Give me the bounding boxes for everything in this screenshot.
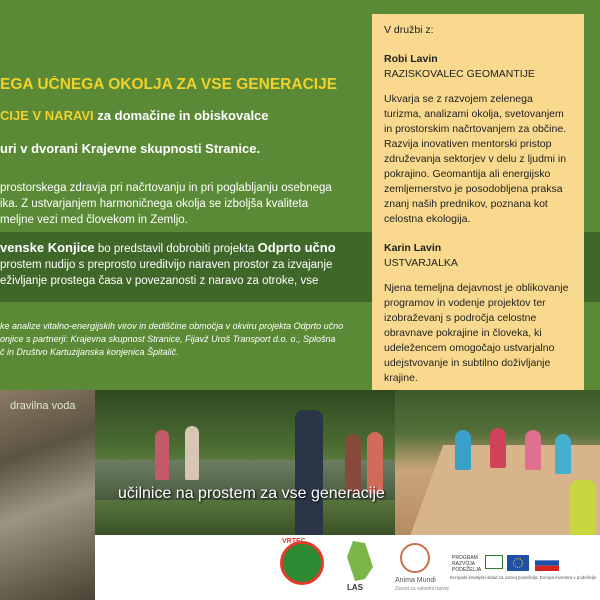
slovenia-flag-icon: [535, 555, 559, 571]
vrtec-logo-text: VRTEC: [282, 538, 306, 545]
project-line: [0, 240, 370, 257]
speaker-name: Robi Lavin: [384, 53, 438, 65]
anima-mundi-subtext: Zavod za celostni razvoj: [395, 586, 449, 592]
partners-note: [0, 320, 370, 359]
project-name: Odprto učno: [257, 240, 336, 255]
sidebar-heading: V družbi z:: [384, 24, 434, 36]
intro-paragraph: [0, 180, 370, 228]
anima-mundi-logo: [400, 543, 430, 573]
intro-line: prostorskega zdravja pri načrtovanju in pri poglabljanju osebnega: [0, 182, 332, 194]
event-location: uri v dvorani Krajevne skupnosti Stranice.: [0, 141, 261, 156]
project-line: prostem nudijo s preprosto ureditvijo naraven prostor za izvajanje: [0, 259, 333, 271]
speakers-sidebar: [372, 14, 584, 390]
eu-fund-text: Evropski kmetijski sklad za razvoj podeželja: Evropa investira v podeželje: [450, 575, 597, 580]
person-figure: [455, 430, 471, 470]
speaker-name: Karin Lavin: [384, 242, 442, 254]
photo-strip: [0, 390, 600, 535]
speaker-role: USTVARJALKA: [384, 257, 458, 269]
note-line: onjice s partnerji: Krajevna skupnost Stranice, Fijavž Uroš Transport d.o. o., Splošna: [0, 334, 336, 344]
person-figure: [155, 430, 169, 480]
person-figure: [555, 434, 571, 474]
eu-flag-icon: [507, 555, 529, 571]
las-logo: [343, 539, 377, 585]
note-line: ke analize vitalno-energijskih virov in dediščine območja v okviru projekta Odprto učno: [0, 321, 344, 331]
person-figure: [295, 410, 323, 535]
las-logo-text: LAS: [347, 583, 363, 592]
group-photo: [95, 390, 395, 535]
subtitle-rest: za domačine in obiskovalce: [93, 108, 269, 123]
water-photo-label: dravilna voda: [10, 400, 76, 412]
person-figure: [570, 480, 596, 535]
subtitle-highlight: CIJE V NARAVI: [0, 108, 94, 123]
speaker-bio: Ukvarja se z razvojem zelenega turizma, analizami okolja, svetovanjem in prostorskim načrtovanjem za občine. Razvija inovativen mentorski pristop združevanja sektorjev v delu z ljudmi in pokrajino. Geomantija ali energijsko zemljemerstvo je posodobljena praksa znanj naših prednikov, poznana kot celostna ekologija.: [384, 93, 567, 225]
ministry-logo: [485, 555, 503, 569]
event-subtitle: [0, 108, 370, 123]
project-org: venske Konjice: [0, 240, 95, 255]
event-title: EGA UČNEGA OKOLJA ZA VSE GENERACIJE: [0, 76, 338, 93]
photo-caption: učilnice na prostem za vse generacije: [118, 485, 385, 502]
intro-line: meljne vezi med človekom in Zemljo.: [0, 214, 188, 226]
children-photo: [395, 390, 600, 535]
project-paragraph: [0, 240, 370, 289]
anima-mundi-text: Anima Mundi: [395, 577, 436, 584]
project-mid: bo predstavil dobrobiti projekta: [94, 243, 258, 255]
sponsor-logos: [95, 535, 600, 600]
person-figure: [490, 428, 506, 468]
water-photo: [0, 390, 95, 600]
note-line: č in Društvo Kartuzijanska konjenica Špitalič.: [0, 347, 179, 357]
project-line: eživljanje prostega časa v povezanosti z naravo za otroke, vse: [0, 275, 319, 287]
intro-line: ika. Z ustvarjanjem harmoničnega okolja se izboljša kvaliteta: [0, 198, 309, 210]
vrtec-logo: [280, 541, 324, 585]
speaker-role: RAZISKOVALEC GEOMANTIJE: [384, 68, 535, 80]
person-figure: [525, 430, 541, 470]
person-figure: [185, 426, 199, 480]
speaker-bio: Njena temeljna dejavnost je oblikovanje programov in vodenje projektov ter izobraževanj s področja celostne obravnave pokrajine in človeka, ki udeležencem omogočajo ustvarjalno udejstvovanje in subtilno doživljanje krajine.: [384, 282, 569, 384]
program-logo-text: PROGRAM RAZVOJA PODEŽELJA: [452, 555, 482, 573]
